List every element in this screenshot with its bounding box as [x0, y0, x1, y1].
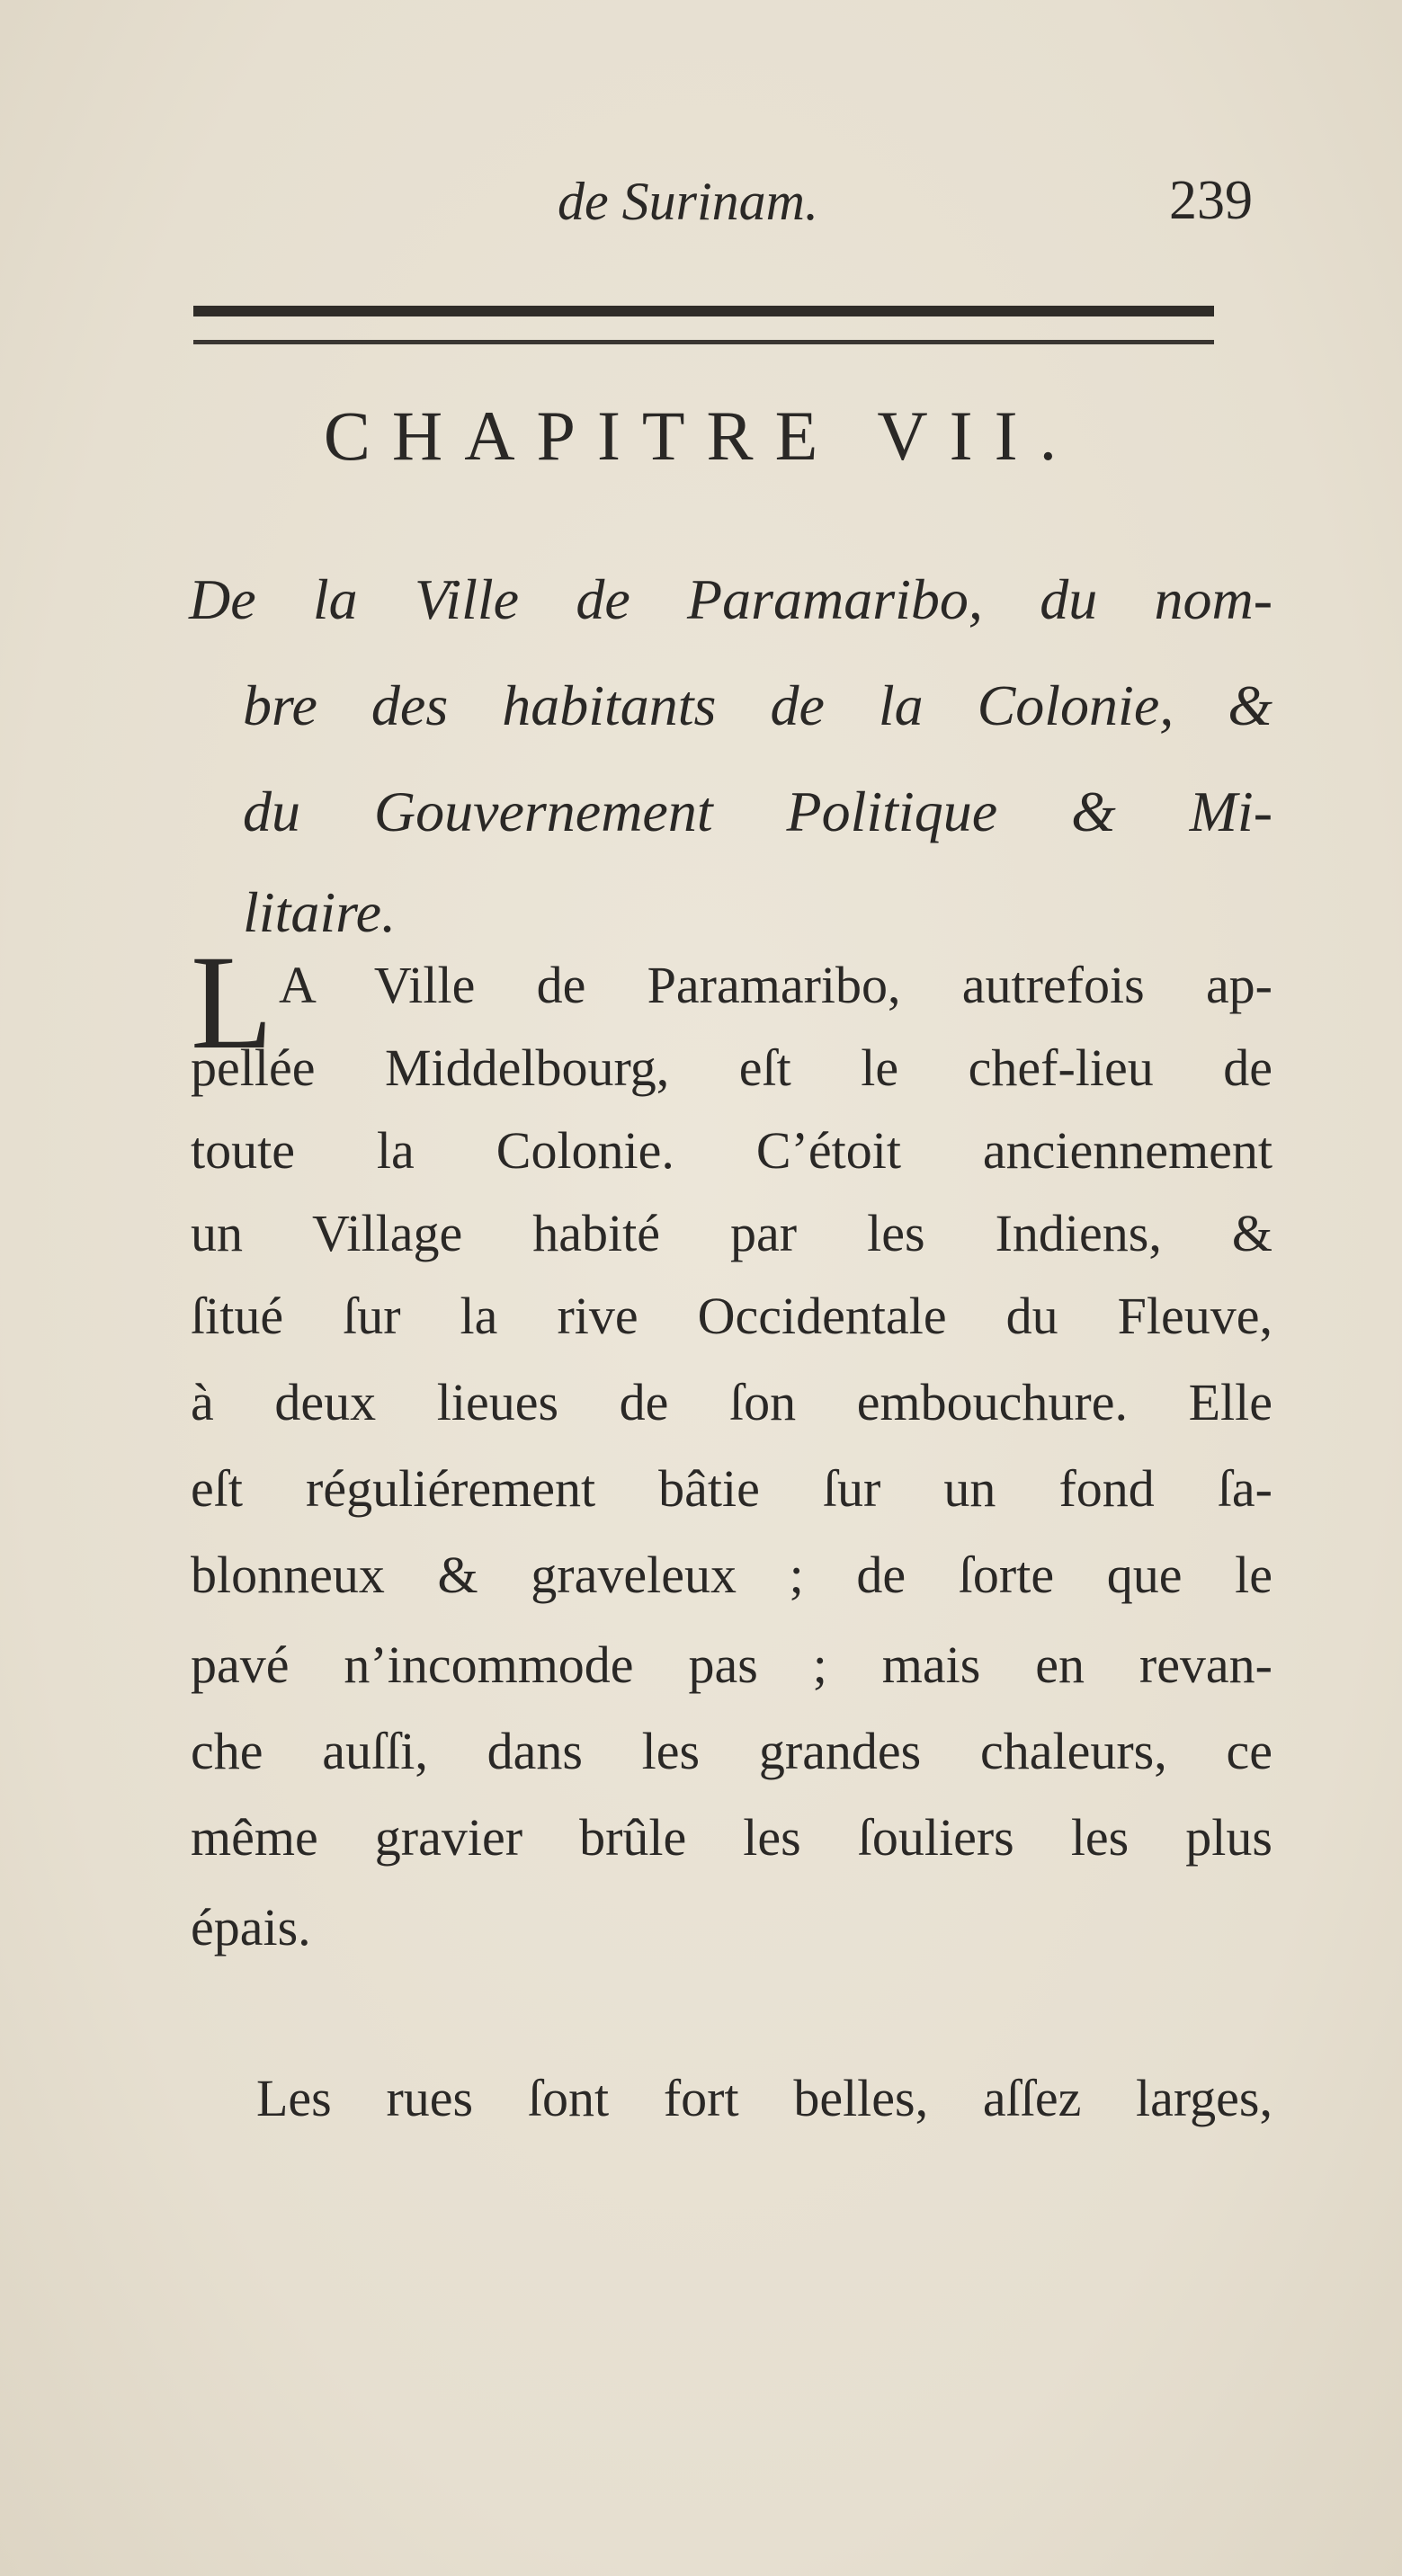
chapter-title: CHAPITRE VII. [323, 397, 1079, 475]
body-line: che auſſi, dans les grandes chaleurs, ce [191, 1722, 1273, 1780]
header-rule-thin [193, 340, 1214, 344]
header-rule-thick [193, 306, 1214, 316]
body-line: même gravier brûle les ſouliers les plus [191, 1808, 1273, 1867]
body-line: un Village habité par les Indiens, & [191, 1204, 1273, 1262]
body-line: ſitué ſur la rive Occidentale du Fleuve, [191, 1287, 1273, 1345]
body-line: A Ville de Paramaribo, autrefois ap- [279, 956, 1273, 1014]
subtitle-line: litaire. [243, 880, 397, 944]
subtitle-line: du Gouvernement Politique & Mi- [243, 780, 1273, 843]
body-line: Les rues ſont fort belles, aſſez larges, [256, 2069, 1273, 2127]
body-line: à deux lieues de ſon embouchure. Elle [191, 1373, 1273, 1431]
body-line: pellée Middelbourg, eſt le chef-lieu de [191, 1038, 1273, 1097]
body-line: toute la Colonie. C’étoit anciennement [191, 1121, 1273, 1180]
drop-cap: L [191, 928, 273, 1077]
body-line: blonneux & graveleux ; de ſorte que le [191, 1546, 1273, 1604]
body-line: épais. [191, 1898, 311, 1957]
subtitle-line: bre des habitants de la Colonie, & [243, 673, 1273, 737]
body-line: pavé n’incommode pas ; mais en revan- [191, 1636, 1273, 1694]
page-number: 239 [1169, 170, 1253, 231]
running-title: de Surinam. [558, 172, 818, 231]
body-line: eſt réguliérement bâtie ſur un fond ſa- [191, 1459, 1273, 1518]
subtitle-line: De la Ville de Paramaribo, du nom- [189, 567, 1273, 631]
